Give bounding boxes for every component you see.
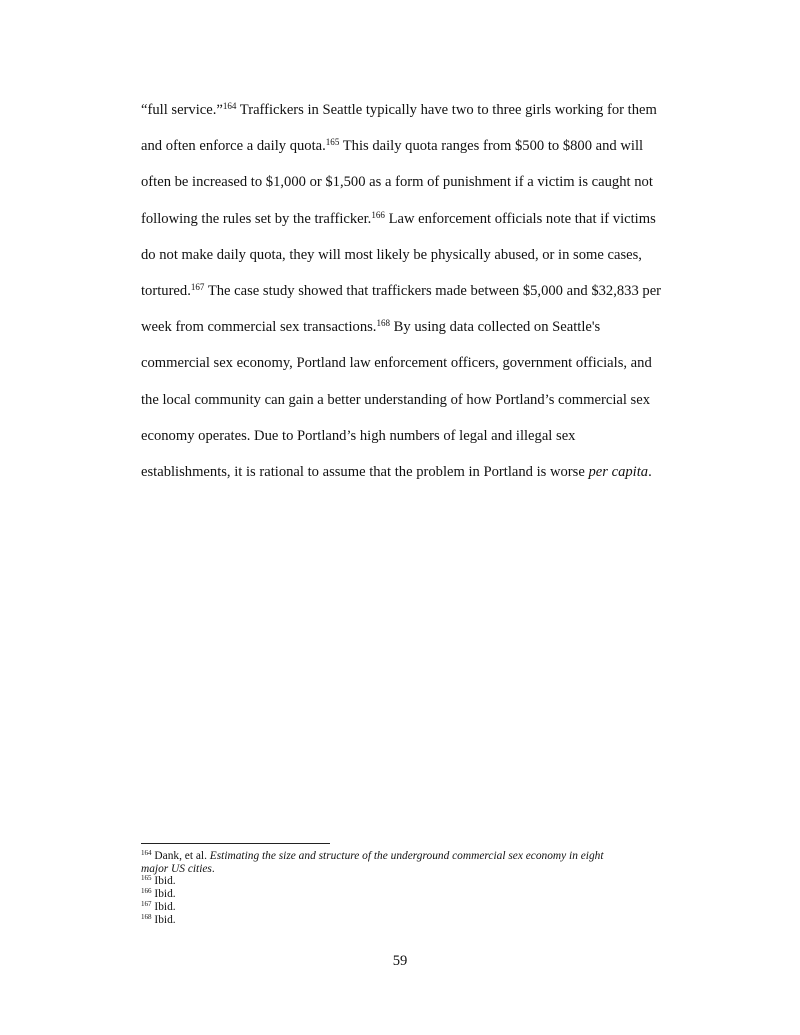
text-run: week from commercial sex transactions. xyxy=(141,319,377,336)
footnote-167 xyxy=(141,901,716,914)
footnote-168 xyxy=(141,914,716,927)
body-line xyxy=(141,92,716,128)
footnote-text: Ibid. xyxy=(151,913,176,926)
body-line xyxy=(141,309,716,345)
footnote-164 xyxy=(141,850,716,863)
body-line xyxy=(141,237,716,273)
text-run: following the rules set by the trafficker. xyxy=(141,210,372,227)
footnote-number: 166 xyxy=(141,887,152,896)
text-run: By using data collected on Seattle's xyxy=(390,319,601,336)
footnotes xyxy=(141,850,716,926)
text-run: economy operates. Due to Portland’s high numbers of legal and illegal sex xyxy=(141,427,576,444)
body-line xyxy=(141,273,716,309)
text-run: commercial sex economy, Portland law enforcement officers, government officials, and xyxy=(141,355,652,372)
body-paragraph xyxy=(141,92,716,490)
body-line xyxy=(141,128,716,164)
text-run: . xyxy=(648,464,652,481)
footnote-text: Ibid. xyxy=(151,900,176,913)
text-run: “full service.” xyxy=(141,102,223,118)
footnote-number: 164 xyxy=(141,849,152,858)
footnote-number: 168 xyxy=(141,912,152,921)
body-line xyxy=(141,382,716,418)
footnote-164-cont xyxy=(141,863,716,876)
footnote-ref-167[interactable]: 167 xyxy=(190,282,205,293)
body-line xyxy=(141,418,716,454)
footnote-166 xyxy=(141,888,716,901)
text-run: do not make daily quota, they will most likely be physically abused, or in some cases, xyxy=(141,246,642,263)
text-run: establishments, it is rational to assume that the problem in Portland is worse xyxy=(141,464,589,481)
text-run: the local community can gain a better understanding of how Portland’s commercial sex xyxy=(141,391,651,408)
text-run: Trafficker​s in Seattle typically have two to three girls working for them xyxy=(236,102,657,118)
emphasis-text: per capita xyxy=(588,464,649,481)
body-line xyxy=(141,201,716,237)
footnote-number: 165 xyxy=(141,874,152,883)
footnote-title: major US cities xyxy=(141,862,212,875)
footnote-text: . xyxy=(211,862,215,875)
text-run: often be increased to $1,000 or $1,500 as a form of punishment if a victim is caught not xyxy=(141,174,653,191)
footnote-text: Ibid. xyxy=(151,875,176,888)
footnote-ref-164[interactable]: 164 xyxy=(222,101,237,112)
text-run: The case study showed that traffickers made between $5,000 and $32,833 per xyxy=(204,283,662,300)
footnote-ref-166[interactable]: 166 xyxy=(371,209,385,220)
text-run: tortured. xyxy=(141,283,191,300)
footnote-separator xyxy=(141,843,330,844)
footnote-ref-168[interactable]: 168 xyxy=(376,318,391,329)
body-line xyxy=(141,454,716,490)
footnote-ref-165[interactable]: 165 xyxy=(325,137,340,148)
text-run: and often enforce a daily quota. xyxy=(141,138,326,155)
text-run: This daily quota ranges from $500 to $800 and will xyxy=(339,138,644,155)
body-line xyxy=(141,164,716,200)
footnote-title: Estimating the size and structure of the underground commercial sex economy in eight xyxy=(209,850,604,862)
text-run: Law enforcement officials note that if victims xyxy=(384,210,656,227)
page-number: 59 xyxy=(392,953,408,969)
footnote-text: Ibid. xyxy=(151,888,176,901)
footnote-165 xyxy=(141,875,716,888)
footnote-text: Dank, et al. xyxy=(151,850,210,862)
footnote-number: 167 xyxy=(141,899,152,908)
body-line xyxy=(141,345,716,381)
